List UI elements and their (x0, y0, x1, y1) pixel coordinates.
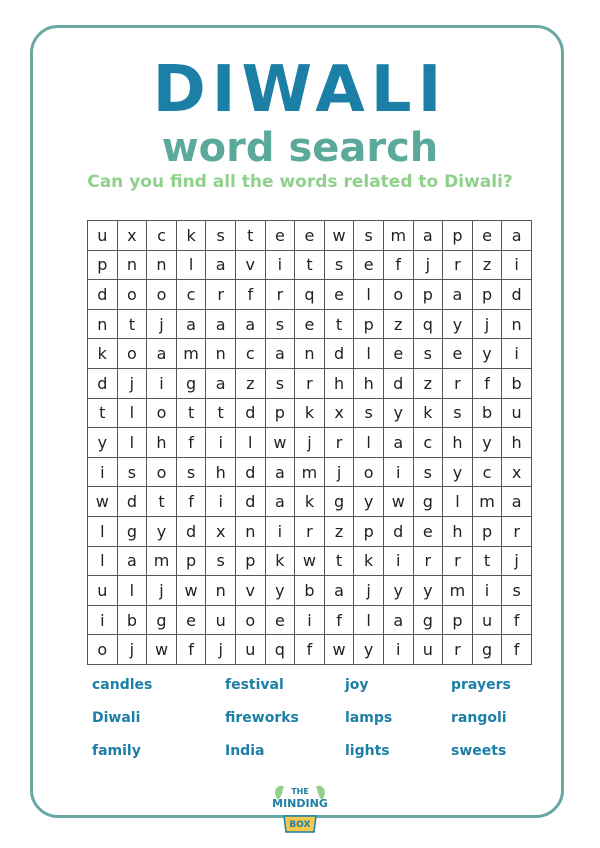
grid-cell: a (236, 310, 266, 340)
grid-cell: g (414, 606, 444, 636)
grid-cell: e (473, 221, 503, 251)
grid-cell: c (473, 458, 503, 488)
grid-cell: j (473, 310, 503, 340)
grid-cell: y (443, 310, 473, 340)
grid-cell: h (443, 428, 473, 458)
grid-cell: t (88, 399, 118, 429)
grid-cell: d (325, 339, 355, 369)
grid-cell: y (443, 458, 473, 488)
grid-cell: a (384, 606, 414, 636)
grid-cell: d (384, 369, 414, 399)
grid-cell: a (206, 310, 236, 340)
grid-cell: e (266, 221, 296, 251)
logo-line-2: MINDING (272, 797, 328, 810)
grid-cell: k (295, 399, 325, 429)
page-title: DIWALI (152, 53, 448, 127)
word-list (92, 676, 532, 766)
grid-cell: s (354, 221, 384, 251)
grid-cell: d (384, 517, 414, 547)
grid-cell: w (325, 221, 355, 251)
grid-cell: y (384, 399, 414, 429)
grid-cell: l (177, 251, 207, 281)
grid-cell: i (206, 487, 236, 517)
grid-cell: o (236, 606, 266, 636)
grid-cell: y (88, 428, 118, 458)
word-list-item: Diwali (92, 710, 141, 726)
grid-cell: l (118, 399, 148, 429)
grid-cell: r (266, 280, 296, 310)
grid-cell: i (88, 458, 118, 488)
grid-cell: a (177, 310, 207, 340)
grid-cell: j (118, 369, 148, 399)
grid-cell: u (88, 576, 118, 606)
grid-cell: s (118, 458, 148, 488)
grid-cell: i (384, 547, 414, 577)
grid-cell: g (473, 635, 503, 665)
grid-cell: o (147, 399, 177, 429)
grid-cell: j (502, 547, 532, 577)
grid-cell: e (266, 606, 296, 636)
grid-cell: p (443, 221, 473, 251)
grid-cell: f (295, 635, 325, 665)
grid-cell: z (236, 369, 266, 399)
grid-cell: y (473, 428, 503, 458)
grid-cell: o (384, 280, 414, 310)
grid-cell: m (384, 221, 414, 251)
grid-cell: c (414, 428, 444, 458)
grid-cell: a (206, 251, 236, 281)
grid-cell: p (473, 517, 503, 547)
grid-cell: h (325, 369, 355, 399)
grid-cell: f (384, 251, 414, 281)
grid-cell: s (443, 399, 473, 429)
grid-cell: r (443, 547, 473, 577)
grid-cell: w (384, 487, 414, 517)
grid-cell: e (295, 310, 325, 340)
grid-cell: m (295, 458, 325, 488)
grid-cell: r (414, 547, 444, 577)
grid-cell: n (206, 576, 236, 606)
word-search-grid (87, 220, 532, 665)
grid-cell: n (206, 339, 236, 369)
grid-cell: g (177, 369, 207, 399)
grid-cell: s (325, 251, 355, 281)
grid-cell: y (354, 635, 384, 665)
grid-cell: p (443, 606, 473, 636)
grid-cell: a (502, 221, 532, 251)
grid-cell: l (443, 487, 473, 517)
grid-cell: e (177, 606, 207, 636)
grid-cell: p (354, 517, 384, 547)
grid-cell: d (236, 487, 266, 517)
grid-cell: w (295, 547, 325, 577)
grid-cell: t (147, 487, 177, 517)
grid-cell: k (295, 487, 325, 517)
grid-cell: t (325, 310, 355, 340)
grid-cell: r (295, 369, 325, 399)
grid-cell: i (266, 251, 296, 281)
grid-cell: j (295, 428, 325, 458)
grid-cell: k (354, 547, 384, 577)
grid-cell: a (502, 487, 532, 517)
grid-cell: h (354, 369, 384, 399)
word-list-item: India (225, 743, 265, 759)
grid-cell: w (147, 635, 177, 665)
grid-cell: u (236, 635, 266, 665)
grid-cell: c (147, 221, 177, 251)
grid-cell: x (325, 399, 355, 429)
grid-cell: w (266, 428, 296, 458)
grid-cell: n (502, 310, 532, 340)
grid-cell: v (236, 576, 266, 606)
grid-cell: a (443, 280, 473, 310)
grid-cell: h (206, 458, 236, 488)
grid-cell: j (414, 251, 444, 281)
grid-cell: n (147, 251, 177, 281)
grid-cell: w (325, 635, 355, 665)
word-list-item: lamps (345, 710, 393, 726)
grid-cell: u (88, 221, 118, 251)
grid-cell: w (177, 576, 207, 606)
grid-cell: y (414, 576, 444, 606)
grid-cell: p (473, 280, 503, 310)
grid-cell: t (473, 547, 503, 577)
grid-cell: k (414, 399, 444, 429)
grid-cell: r (295, 517, 325, 547)
grid-cell: w (88, 487, 118, 517)
grid-cell: m (147, 547, 177, 577)
page-subtitle: word search (161, 125, 439, 171)
grid-cell: y (266, 576, 296, 606)
grid-cell: l (88, 547, 118, 577)
minding-box-logo (270, 782, 330, 834)
grid-cell: z (325, 517, 355, 547)
grid-cell: r (443, 251, 473, 281)
grid-cell: c (236, 339, 266, 369)
grid-cell: h (502, 428, 532, 458)
word-list-item: lights (345, 743, 390, 759)
grid-cell: n (118, 251, 148, 281)
grid-cell: o (354, 458, 384, 488)
grid-cell: a (266, 339, 296, 369)
grid-cell: i (502, 251, 532, 281)
grid-cell: l (118, 428, 148, 458)
grid-cell: e (414, 517, 444, 547)
grid-cell: q (295, 280, 325, 310)
grid-cell: x (502, 458, 532, 488)
grid-cell: y (473, 339, 503, 369)
grid-cell: l (88, 517, 118, 547)
grid-cell: s (414, 458, 444, 488)
grid-cell: d (236, 399, 266, 429)
grid-cell: l (354, 339, 384, 369)
grid-cell: b (118, 606, 148, 636)
grid-cell: i (473, 576, 503, 606)
grid-cell: d (236, 458, 266, 488)
grid-cell: c (177, 280, 207, 310)
grid-cell: l (236, 428, 266, 458)
logo-line-3: BOX (289, 820, 311, 830)
grid-cell: m (473, 487, 503, 517)
grid-cell: p (414, 280, 444, 310)
grid-cell: o (118, 280, 148, 310)
grid-cell: e (295, 221, 325, 251)
grid-cell: r (206, 280, 236, 310)
word-list-item: joy (345, 677, 369, 693)
grid-cell: p (177, 547, 207, 577)
grid-cell: g (118, 517, 148, 547)
grid-cell: r (443, 369, 473, 399)
grid-cell: n (88, 310, 118, 340)
grid-cell: k (177, 221, 207, 251)
grid-cell: d (88, 280, 118, 310)
grid-cell: f (177, 428, 207, 458)
grid-cell: r (443, 635, 473, 665)
grid-cell: j (354, 576, 384, 606)
grid-cell: j (147, 576, 177, 606)
grid-cell: o (88, 635, 118, 665)
grid-cell: u (414, 635, 444, 665)
grid-cell: y (354, 487, 384, 517)
grid-cell: b (502, 369, 532, 399)
grid-cell: f (236, 280, 266, 310)
grid-cell: s (206, 547, 236, 577)
grid-cell: i (384, 458, 414, 488)
grid-cell: n (236, 517, 266, 547)
grid-cell: p (236, 547, 266, 577)
grid-cell: f (177, 635, 207, 665)
grid-cell: l (354, 606, 384, 636)
grid-cell: f (502, 635, 532, 665)
grid-cell: f (177, 487, 207, 517)
grid-cell: i (206, 428, 236, 458)
grid-cell: i (502, 339, 532, 369)
grid-cell: o (147, 280, 177, 310)
grid-cell: z (414, 369, 444, 399)
grid-cell: a (266, 458, 296, 488)
grid-cell: q (414, 310, 444, 340)
grid-cell: f (502, 606, 532, 636)
grid-cell: g (147, 606, 177, 636)
grid-cell: i (295, 606, 325, 636)
grid-cell: j (206, 635, 236, 665)
grid-cell: z (473, 251, 503, 281)
grid-cell: h (147, 428, 177, 458)
grid-cell: j (118, 635, 148, 665)
grid-cell: d (177, 517, 207, 547)
grid-cell: i (266, 517, 296, 547)
grid-cell: p (354, 310, 384, 340)
word-list-item: prayers (451, 677, 511, 693)
instruction-text: Can you find all the words related to Diwali? (87, 172, 513, 192)
word-list-item: family (92, 743, 141, 759)
grid-cell: s (177, 458, 207, 488)
grid-cell: y (384, 576, 414, 606)
grid-cell: u (473, 606, 503, 636)
grid-cell: a (118, 547, 148, 577)
grid-cell: p (266, 399, 296, 429)
grid-cell: a (325, 576, 355, 606)
grid-cell: o (147, 458, 177, 488)
grid-cell: s (414, 339, 444, 369)
grid-cell: m (177, 339, 207, 369)
grid-cell: l (354, 428, 384, 458)
word-list-item: candles (92, 677, 153, 693)
grid-cell: b (295, 576, 325, 606)
grid-cell: y (147, 517, 177, 547)
grid-cell: b (473, 399, 503, 429)
grid-cell: j (147, 310, 177, 340)
grid-cell: e (354, 251, 384, 281)
grid-cell: a (266, 487, 296, 517)
grid-cell: i (384, 635, 414, 665)
grid-cell: i (147, 369, 177, 399)
grid-cell: e (384, 339, 414, 369)
grid-cell: s (354, 399, 384, 429)
grid-cell: t (325, 547, 355, 577)
logo-line-1: THE (291, 787, 309, 796)
grid-cell: d (88, 369, 118, 399)
grid-cell: s (502, 576, 532, 606)
grid-cell: a (384, 428, 414, 458)
grid-cell: s (266, 310, 296, 340)
grid-cell: o (118, 339, 148, 369)
grid-cell: t (206, 399, 236, 429)
grid-cell: q (266, 635, 296, 665)
grid-cell: f (325, 606, 355, 636)
grid-cell: p (88, 251, 118, 281)
grid-cell: t (118, 310, 148, 340)
grid-cell: l (354, 280, 384, 310)
grid-cell: u (502, 399, 532, 429)
grid-cell: t (236, 221, 266, 251)
grid-cell: i (88, 606, 118, 636)
grid-cell: t (295, 251, 325, 281)
grid-cell: r (502, 517, 532, 547)
grid-cell: z (384, 310, 414, 340)
grid-cell: r (325, 428, 355, 458)
grid-cell: x (206, 517, 236, 547)
grid-cell: f (473, 369, 503, 399)
grid-cell: n (295, 339, 325, 369)
word-list-item: fireworks (225, 710, 299, 726)
grid-cell: d (118, 487, 148, 517)
grid-cell: u (206, 606, 236, 636)
grid-cell: e (325, 280, 355, 310)
grid-cell: e (443, 339, 473, 369)
word-list-item: sweets (451, 743, 507, 759)
grid-cell: h (443, 517, 473, 547)
word-list-item: festival (225, 677, 284, 693)
grid-cell: a (147, 339, 177, 369)
grid-cell: l (118, 576, 148, 606)
grid-cell: k (88, 339, 118, 369)
grid-cell: k (266, 547, 296, 577)
grid-cell: x (118, 221, 148, 251)
grid-cell: g (414, 487, 444, 517)
grid-cell: s (266, 369, 296, 399)
grid-cell: m (443, 576, 473, 606)
grid-cell: s (206, 221, 236, 251)
grid-cell: g (325, 487, 355, 517)
grid-cell: d (502, 280, 532, 310)
word-list-item: rangoli (451, 710, 507, 726)
grid-cell: v (236, 251, 266, 281)
grid-cell: j (325, 458, 355, 488)
grid-cell: a (206, 369, 236, 399)
grid-cell: a (414, 221, 444, 251)
grid-cell: t (177, 399, 207, 429)
